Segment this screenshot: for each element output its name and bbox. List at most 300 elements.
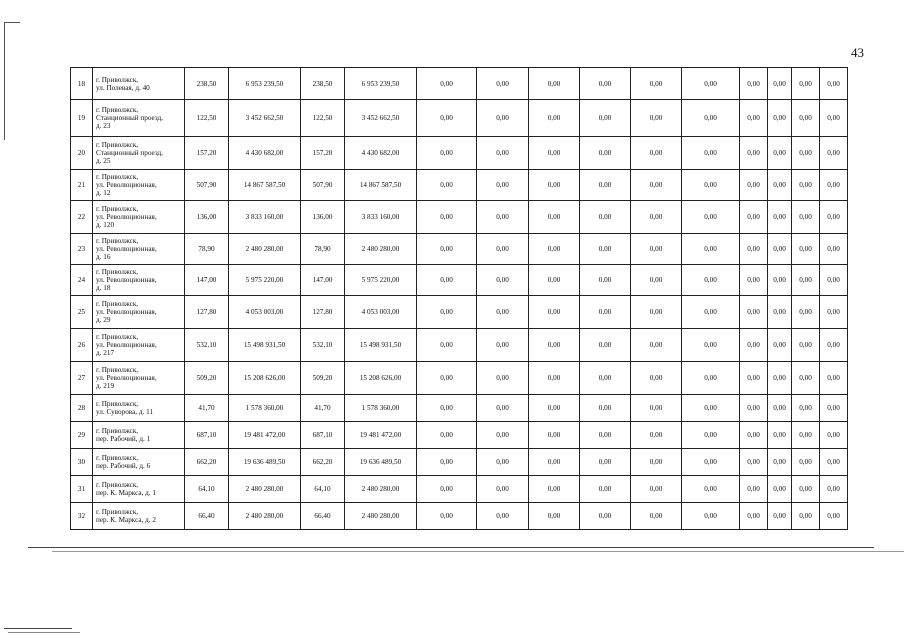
address-line: д. 219	[96, 382, 115, 390]
amount-cell: 0,00	[740, 476, 768, 503]
row-number-cell: 25	[71, 296, 93, 329]
address-line: д. 18	[96, 284, 111, 292]
amount-cell: 0,00	[477, 234, 529, 265]
cost-cell: 3 452 662,50	[229, 100, 301, 137]
amount-cell: 0,00	[768, 68, 792, 100]
amount-cell: 0,00	[792, 201, 820, 234]
amount-cell: 0,00	[580, 476, 631, 503]
address-cell	[93, 395, 185, 422]
amount-cell: 0,00	[417, 422, 477, 449]
housing-registry-table	[70, 67, 848, 530]
amount-cell: 0,00	[417, 362, 477, 395]
address-cell	[93, 296, 185, 329]
area-cell: 78,90	[185, 234, 229, 265]
row-number-cell: 24	[71, 265, 93, 296]
row-number-cell: 20	[71, 137, 93, 170]
amount-cell: 0,00	[477, 100, 529, 137]
amount-cell: 0,00	[740, 329, 768, 362]
amount-cell: 0,00	[477, 137, 529, 170]
amount-cell: 0,00	[768, 362, 792, 395]
amount-cell: 0,00	[740, 503, 768, 530]
amount-cell: 0,00	[792, 503, 820, 530]
amount-cell: 0,00	[820, 137, 848, 170]
amount-cell: 0,00	[580, 449, 631, 476]
amount-cell: 0,00	[820, 329, 848, 362]
amount-cell: 0,00	[768, 201, 792, 234]
cost-cell: 3 833 160,00	[229, 201, 301, 234]
address-line: Станционный проезд,	[96, 114, 163, 122]
amount-cell: 0,00	[682, 296, 740, 329]
scan-corner-mark	[4, 22, 20, 23]
amount-cell: 0,00	[768, 503, 792, 530]
amount-cell: 0,00	[682, 100, 740, 137]
amount-cell: 0,00	[682, 137, 740, 170]
area-cell: 509,20	[301, 362, 345, 395]
amount-cell: 0,00	[682, 329, 740, 362]
cost-cell: 15 208 626,00	[229, 362, 301, 395]
cost-cell: 19 481 472,00	[345, 422, 417, 449]
amount-cell: 0,00	[682, 503, 740, 530]
amount-cell: 0,00	[820, 476, 848, 503]
area-cell: 122,50	[185, 100, 229, 137]
area-cell: 66,40	[185, 503, 229, 530]
amount-cell: 0,00	[682, 265, 740, 296]
amount-cell: 0,00	[740, 201, 768, 234]
amount-cell: 0,00	[682, 422, 740, 449]
address-cell	[93, 449, 185, 476]
address-line: г. Приволжск,	[96, 106, 139, 114]
amount-cell: 0,00	[820, 68, 848, 100]
cost-cell: 4 430 682,00	[229, 137, 301, 170]
area-cell: 687,10	[301, 422, 345, 449]
address-line: г. Приволжск,	[96, 366, 139, 374]
amount-cell: 0,00	[580, 329, 631, 362]
address-line: д. 25	[96, 157, 111, 165]
address-line: д. 120	[96, 221, 115, 229]
cost-cell: 1 578 360,00	[229, 395, 301, 422]
address-cell	[93, 422, 185, 449]
amount-cell: 0,00	[768, 170, 792, 201]
amount-cell: 0,00	[417, 395, 477, 422]
cost-cell: 4 430 682,00	[345, 137, 417, 170]
table-row	[71, 137, 848, 170]
address-line: Станционный проезд,	[96, 149, 163, 157]
amount-cell: 0,00	[792, 170, 820, 201]
cost-cell: 15 208 626,00	[345, 362, 417, 395]
area-cell: 64,10	[185, 476, 229, 503]
amount-cell: 0,00	[740, 234, 768, 265]
amount-cell: 0,00	[820, 362, 848, 395]
address-cell	[93, 234, 185, 265]
address-line: г. Приволжск,	[96, 237, 139, 245]
address-line: г. Приволжск,	[96, 427, 139, 435]
amount-cell: 0,00	[740, 362, 768, 395]
amount-cell: 0,00	[740, 137, 768, 170]
address-line: д. 29	[96, 316, 111, 324]
amount-cell: 0,00	[820, 422, 848, 449]
amount-cell: 0,00	[820, 170, 848, 201]
amount-cell: 0,00	[529, 68, 580, 100]
amount-cell: 0,00	[529, 137, 580, 170]
amount-cell: 0,00	[682, 234, 740, 265]
amount-cell: 0,00	[820, 234, 848, 265]
address-line: пер. Рабочий, д. 1	[96, 435, 151, 443]
amount-cell: 0,00	[740, 170, 768, 201]
footer-rule	[8, 632, 80, 633]
amount-cell: 0,00	[477, 170, 529, 201]
address-line: г. Приволжск,	[96, 268, 139, 276]
address-cell	[93, 68, 185, 100]
address-line: д. 12	[96, 189, 111, 197]
address-line: пер. К. Маркса, д. 2	[96, 516, 157, 524]
area-cell: 532,10	[185, 329, 229, 362]
amount-cell: 0,00	[477, 449, 529, 476]
address-line: пер. Рабочий, д. 6	[96, 462, 151, 470]
amount-cell: 0,00	[792, 476, 820, 503]
table-row	[71, 296, 848, 329]
amount-cell: 0,00	[740, 422, 768, 449]
amount-cell: 0,00	[477, 395, 529, 422]
address-line: ул. Суворова, д. 11	[96, 408, 154, 416]
table-row	[71, 422, 848, 449]
amount-cell: 0,00	[417, 265, 477, 296]
amount-cell: 0,00	[768, 296, 792, 329]
amount-cell: 0,00	[529, 265, 580, 296]
amount-cell: 0,00	[417, 449, 477, 476]
amount-cell: 0,00	[768, 449, 792, 476]
area-cell: 157,20	[185, 137, 229, 170]
amount-cell: 0,00	[631, 296, 682, 329]
amount-cell: 0,00	[631, 449, 682, 476]
row-number-cell: 19	[71, 100, 93, 137]
address-cell	[93, 100, 185, 137]
area-cell: 532,10	[301, 329, 345, 362]
cost-cell: 5 975 220,00	[345, 265, 417, 296]
amount-cell: 0,00	[792, 329, 820, 362]
address-line: ул. Полевая, д. 40	[96, 83, 150, 92]
cost-cell: 19 636 489,50	[229, 449, 301, 476]
amount-cell: 0,00	[631, 329, 682, 362]
cost-cell: 2 480 280,00	[345, 234, 417, 265]
area-cell: 238,50	[301, 68, 345, 100]
table-row	[71, 234, 848, 265]
area-cell: 147,00	[185, 265, 229, 296]
amount-cell: 0,00	[529, 234, 580, 265]
amount-cell: 0,00	[631, 265, 682, 296]
area-cell: 157,20	[301, 137, 345, 170]
amount-cell: 0,00	[682, 362, 740, 395]
table-row	[71, 100, 848, 137]
amount-cell: 0,00	[740, 296, 768, 329]
cost-cell: 6 953 239,50	[345, 68, 417, 100]
amount-cell: 0,00	[417, 503, 477, 530]
area-cell: 662,20	[185, 449, 229, 476]
address-line: ул. Революционная,	[96, 374, 157, 382]
address-cell	[93, 170, 185, 201]
amount-cell: 0,00	[580, 137, 631, 170]
cost-cell: 5 975 220,00	[229, 265, 301, 296]
address-cell	[93, 201, 185, 234]
amount-cell: 0,00	[417, 476, 477, 503]
cost-cell: 3 452 662,50	[345, 100, 417, 137]
address-cell	[93, 137, 185, 170]
address-cell	[93, 329, 185, 362]
address-line: г. Приволжск,	[96, 75, 139, 84]
amount-cell: 0,00	[529, 503, 580, 530]
amount-cell: 0,00	[580, 170, 631, 201]
amount-cell: 0,00	[529, 476, 580, 503]
amount-cell: 0,00	[792, 296, 820, 329]
amount-cell: 0,00	[682, 449, 740, 476]
amount-cell: 0,00	[580, 68, 631, 100]
amount-cell: 0,00	[529, 296, 580, 329]
amount-cell: 0,00	[740, 265, 768, 296]
amount-cell: 0,00	[792, 422, 820, 449]
area-cell: 238,50	[185, 68, 229, 100]
amount-cell: 0,00	[580, 296, 631, 329]
amount-cell: 0,00	[820, 201, 848, 234]
amount-cell: 0,00	[768, 234, 792, 265]
amount-cell: 0,00	[580, 201, 631, 234]
amount-cell: 0,00	[477, 265, 529, 296]
amount-cell: 0,00	[529, 100, 580, 137]
area-cell: 507,90	[185, 170, 229, 201]
address-line: ул. Революционная,	[96, 276, 157, 284]
row-number-cell: 26	[71, 329, 93, 362]
area-cell: 41,70	[301, 395, 345, 422]
row-number-cell: 28	[71, 395, 93, 422]
amount-cell: 0,00	[631, 68, 682, 100]
address-line: ул. Революционная,	[96, 341, 157, 349]
area-cell: 507,90	[301, 170, 345, 201]
amount-cell: 0,00	[820, 100, 848, 137]
table-row	[71, 503, 848, 530]
address-line: г. Приволжск,	[96, 400, 139, 408]
cost-cell: 2 480 280,00	[345, 476, 417, 503]
scan-corner-mark	[4, 22, 5, 140]
cost-cell: 19 636 489,50	[345, 449, 417, 476]
amount-cell: 0,00	[682, 476, 740, 503]
amount-cell: 0,00	[792, 137, 820, 170]
area-cell: 147,00	[301, 265, 345, 296]
area-cell: 687,10	[185, 422, 229, 449]
address-line: ул. Революционная,	[96, 245, 157, 253]
amount-cell: 0,00	[631, 170, 682, 201]
amount-cell: 0,00	[631, 362, 682, 395]
address-line: пер. К. Маркса, д. 1	[96, 489, 157, 497]
area-cell: 78,90	[301, 234, 345, 265]
amount-cell: 0,00	[820, 395, 848, 422]
row-number-cell: 31	[71, 476, 93, 503]
amount-cell: 0,00	[580, 265, 631, 296]
row-number-cell: 22	[71, 201, 93, 234]
row-number-cell: 32	[71, 503, 93, 530]
amount-cell: 0,00	[529, 362, 580, 395]
amount-cell: 0,00	[529, 329, 580, 362]
amount-cell: 0,00	[529, 422, 580, 449]
amount-cell: 0,00	[417, 137, 477, 170]
address-cell	[93, 362, 185, 395]
page-number: 43	[851, 45, 864, 60]
address-line: ул. Революционная,	[96, 213, 157, 221]
amount-cell: 0,00	[631, 422, 682, 449]
address-line: д. 16	[96, 253, 111, 261]
table-row	[71, 265, 848, 296]
amount-cell: 0,00	[792, 68, 820, 100]
address-line: д. 217	[96, 349, 115, 357]
amount-cell: 0,00	[820, 503, 848, 530]
address-line: г. Приволжск,	[96, 141, 139, 149]
address-cell	[93, 265, 185, 296]
amount-cell: 0,00	[792, 362, 820, 395]
amount-cell: 0,00	[417, 68, 477, 100]
amount-cell: 0,00	[477, 362, 529, 395]
table-row	[71, 362, 848, 395]
amount-cell: 0,00	[477, 296, 529, 329]
table-row	[71, 395, 848, 422]
cost-cell: 2 480 280,00	[229, 476, 301, 503]
address-line: ул. Революционная,	[96, 308, 157, 316]
amount-cell: 0,00	[768, 329, 792, 362]
amount-cell: 0,00	[820, 296, 848, 329]
amount-cell: 0,00	[631, 395, 682, 422]
row-number-cell: 21	[71, 170, 93, 201]
address-line: г. Приволжск,	[96, 333, 139, 341]
address-line: д. 23	[96, 122, 111, 130]
amount-cell: 0,00	[417, 296, 477, 329]
amount-cell: 0,00	[631, 201, 682, 234]
amount-cell: 0,00	[768, 137, 792, 170]
amount-cell: 0,00	[417, 100, 477, 137]
amount-cell: 0,00	[740, 68, 768, 100]
amount-cell: 0,00	[477, 68, 529, 100]
table-row	[71, 170, 848, 201]
address-cell	[93, 476, 185, 503]
amount-cell: 0,00	[631, 234, 682, 265]
amount-cell: 0,00	[820, 265, 848, 296]
area-cell: 41,70	[185, 395, 229, 422]
amount-cell: 0,00	[740, 100, 768, 137]
amount-cell: 0,00	[682, 68, 740, 100]
amount-cell: 0,00	[792, 395, 820, 422]
amount-cell: 0,00	[580, 422, 631, 449]
cost-cell: 2 480 280,00	[229, 503, 301, 530]
amount-cell: 0,00	[477, 329, 529, 362]
amount-cell: 0,00	[477, 476, 529, 503]
amount-cell: 0,00	[580, 362, 631, 395]
amount-cell: 0,00	[477, 201, 529, 234]
row-number-cell: 27	[71, 362, 93, 395]
amount-cell: 0,00	[768, 476, 792, 503]
amount-cell: 0,00	[631, 503, 682, 530]
amount-cell: 0,00	[631, 476, 682, 503]
area-cell: 66,40	[301, 503, 345, 530]
amount-cell: 0,00	[529, 449, 580, 476]
area-cell: 662,20	[301, 449, 345, 476]
address-line: г. Приволжск,	[96, 205, 139, 213]
amount-cell: 0,00	[529, 395, 580, 422]
amount-cell: 0,00	[529, 201, 580, 234]
area-cell: 64,10	[301, 476, 345, 503]
cost-cell: 14 867 587,50	[229, 170, 301, 201]
amount-cell: 0,00	[580, 503, 631, 530]
amount-cell: 0,00	[417, 329, 477, 362]
row-number-cell: 18	[71, 68, 93, 100]
amount-cell: 0,00	[580, 100, 631, 137]
cost-cell: 4 053 003,00	[229, 296, 301, 329]
area-cell: 127,80	[185, 296, 229, 329]
table-row	[71, 449, 848, 476]
cost-cell: 2 480 280,00	[229, 234, 301, 265]
address-cell	[93, 503, 185, 530]
area-cell: 127,80	[301, 296, 345, 329]
amount-cell: 0,00	[682, 395, 740, 422]
amount-cell: 0,00	[631, 100, 682, 137]
amount-cell: 0,00	[580, 234, 631, 265]
amount-cell: 0,00	[740, 395, 768, 422]
amount-cell: 0,00	[768, 422, 792, 449]
area-cell: 509,20	[185, 362, 229, 395]
cost-cell: 1 578 360,00	[345, 395, 417, 422]
amount-cell: 0,00	[792, 265, 820, 296]
amount-cell: 0,00	[580, 395, 631, 422]
address-line: г. Приволжск,	[96, 300, 139, 308]
cost-cell: 15 498 931,50	[229, 329, 301, 362]
row-number-cell: 30	[71, 449, 93, 476]
address-line: г. Приволжск,	[96, 508, 139, 516]
amount-cell: 0,00	[682, 170, 740, 201]
amount-cell: 0,00	[477, 422, 529, 449]
amount-cell: 0,00	[792, 449, 820, 476]
amount-cell: 0,00	[682, 201, 740, 234]
table-row	[71, 201, 848, 234]
amount-cell: 0,00	[529, 170, 580, 201]
amount-cell: 0,00	[631, 137, 682, 170]
table-row	[71, 68, 848, 100]
address-line: г. Приволжск,	[96, 173, 139, 181]
address-line: г. Приволжск,	[96, 481, 139, 489]
cost-cell: 3 833 160,00	[345, 201, 417, 234]
address-line: ул. Революционная,	[96, 181, 157, 189]
amount-cell: 0,00	[792, 100, 820, 137]
amount-cell: 0,00	[417, 234, 477, 265]
cost-cell: 6 953 239,50	[229, 68, 301, 100]
bottom-rule	[52, 551, 904, 552]
cost-cell: 15 498 931,50	[345, 329, 417, 362]
row-number-cell: 23	[71, 234, 93, 265]
amount-cell: 0,00	[768, 265, 792, 296]
amount-cell: 0,00	[417, 170, 477, 201]
address-line: г. Приволжск,	[96, 454, 139, 462]
amount-cell: 0,00	[768, 395, 792, 422]
amount-cell: 0,00	[768, 100, 792, 137]
table-row	[71, 476, 848, 503]
amount-cell: 0,00	[477, 503, 529, 530]
row-number-cell: 29	[71, 422, 93, 449]
cost-cell: 14 867 587,50	[345, 170, 417, 201]
cost-cell: 19 481 472,00	[229, 422, 301, 449]
area-cell: 136,00	[301, 201, 345, 234]
area-cell: 136,00	[185, 201, 229, 234]
amount-cell: 0,00	[792, 234, 820, 265]
cost-cell: 4 053 003,00	[345, 296, 417, 329]
bottom-rule	[28, 547, 874, 548]
amount-cell: 0,00	[417, 201, 477, 234]
amount-cell: 0,00	[820, 449, 848, 476]
footer-rule	[4, 628, 72, 629]
area-cell: 122,50	[301, 100, 345, 137]
table-row	[71, 329, 848, 362]
